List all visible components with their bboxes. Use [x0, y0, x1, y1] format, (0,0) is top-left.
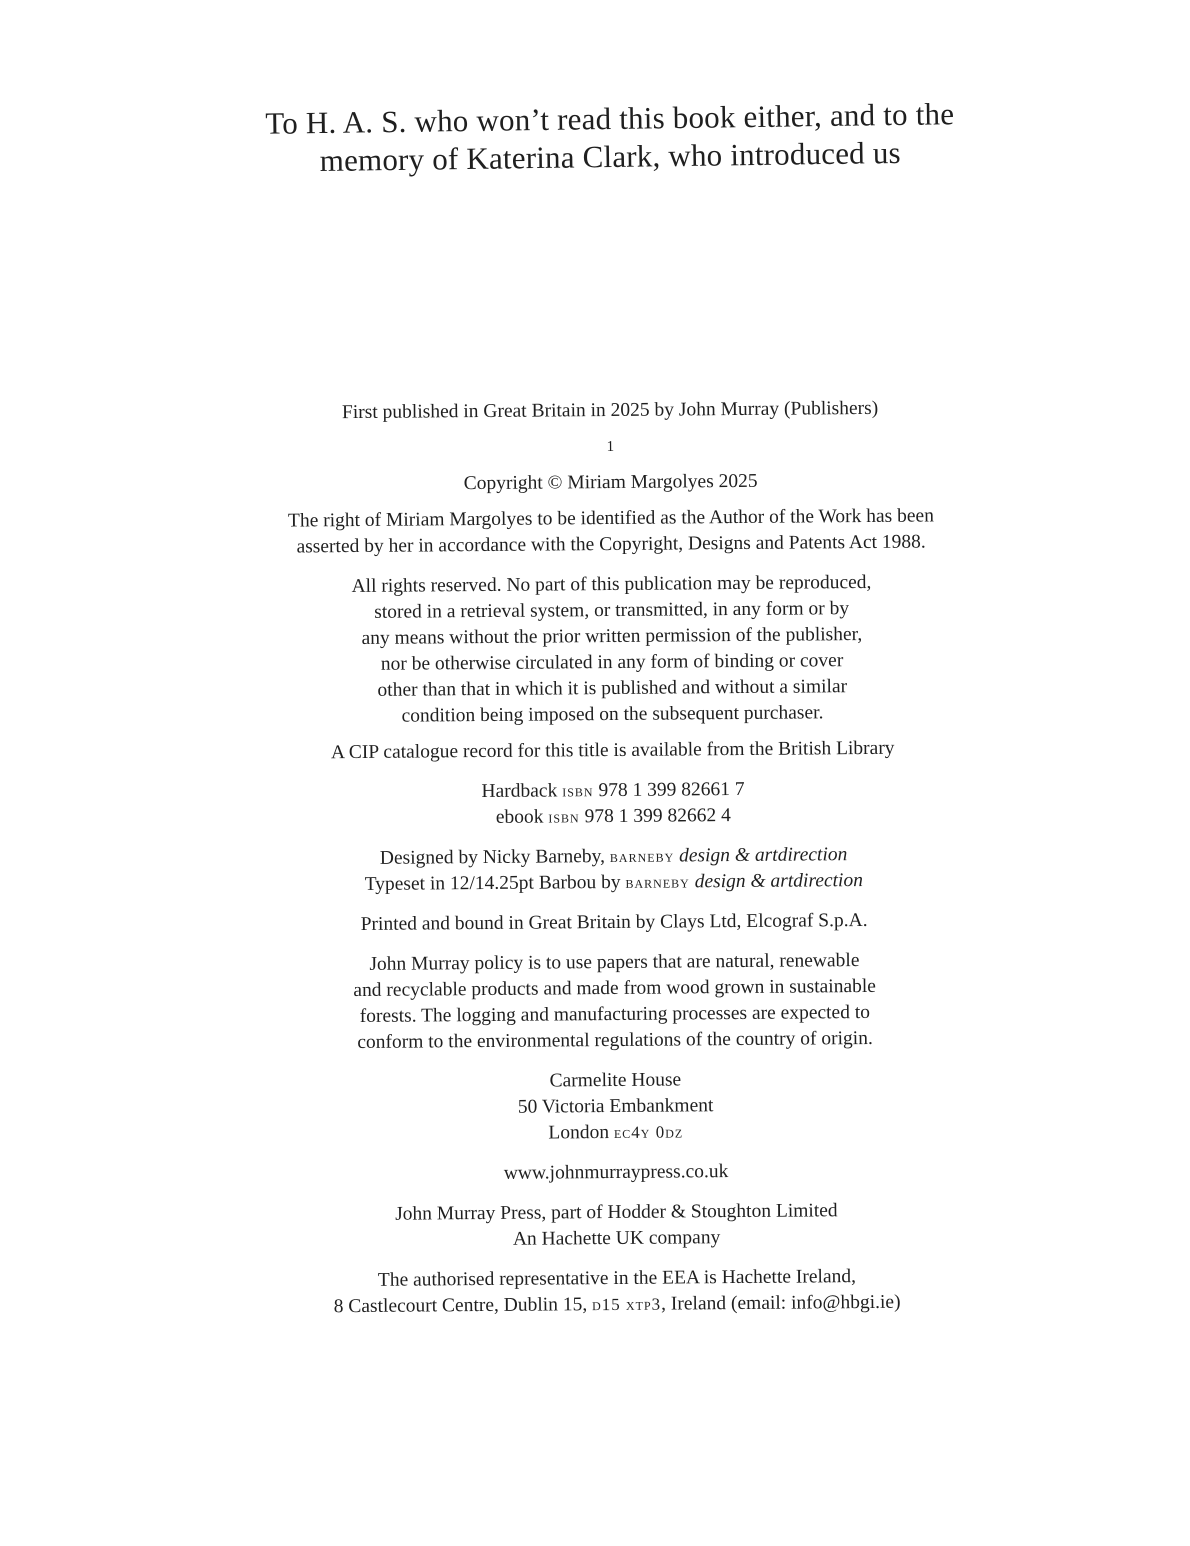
moral-right-statement [201, 503, 1021, 561]
dedication [200, 94, 1021, 181]
typeset-text: Typeset in 12/14.25pt Barbou by [364, 871, 621, 895]
eea-address: 8 Castlecourt Centre, Dublin 15, [333, 1294, 588, 1318]
address-line: 50 Victoria Embankment [517, 1095, 714, 1118]
studio-name: barneby [609, 846, 675, 867]
typeset-credit [204, 867, 1024, 899]
address-line: Carmelite House [549, 1069, 682, 1092]
first-published: First published in Great Britain in 2025 by John Murray (Publishers) [341, 397, 879, 424]
eea-address-line [207, 1289, 1027, 1321]
studio-tagline: design & artdirection [678, 844, 848, 867]
eea-line: The authorised representative in the EEA is Hachette Ireland, [377, 1266, 857, 1291]
rights-line: other than that in which it is published and without a similar [377, 676, 848, 701]
paper-policy-line: John Murray policy is to use papers that are natural, renewable [369, 950, 860, 975]
imprint-block [200, 395, 1027, 1321]
printer-credit: Printed and bound in Great Britain by Clays Ltd, Elcograf S.p.A. [360, 909, 868, 935]
eea-contact: , Ireland (email: info@hbgi.ie) [661, 1291, 901, 1315]
isbn-format: Hardback [481, 780, 558, 803]
paper-policy-line: forests. The logging and manufacturing processes are expected to [359, 1001, 871, 1027]
studio-name: barneby [625, 872, 690, 892]
isbn-number: 978 1 399 82661 7 [598, 778, 745, 802]
copyright-notice: Copyright © Miriam Margolyes 2025 [463, 470, 758, 495]
dedication-line: To H. A. S. who won’t read this book either, and to the [265, 96, 955, 141]
company-line: John Murray Press, part of Hodder & Stoughton Limited [395, 1200, 838, 1225]
studio-tagline: design & artdirection [694, 870, 864, 893]
isbn-format: ebook [495, 806, 544, 828]
rights-reserved-statement [201, 569, 1022, 731]
paper-policy-line: and recyclable products and made from wood grown in sustainable [353, 975, 876, 1002]
isbn-list [203, 775, 1023, 833]
cip-record: A CIP catalogue record for this title is available from the British Library [330, 737, 895, 764]
rights-line: nor be otherwise circulated in any form of binding or cover [380, 650, 844, 675]
eea-representative [207, 1263, 1027, 1321]
isbn-scheme: isbn [548, 807, 580, 827]
dedication-line: memory of Katerina Clark, who introduced us [319, 134, 902, 179]
rights-line: any means without the prior written permission of the publisher, [361, 624, 863, 649]
publisher-website[interactable]: www.johnmurraypress.co.uk [503, 1161, 729, 1184]
moral-right-line: The right of Miriam Margolyes to be identified as the Author of the Work has been [287, 505, 934, 532]
design-credits [204, 841, 1024, 899]
isbn-number: 978 1 399 82662 4 [584, 805, 731, 828]
designer-text: Designed by Nicky Barneby, [379, 846, 606, 869]
publisher-address [205, 1065, 1026, 1149]
eea-eircode: d15 xtp3 [591, 1294, 662, 1315]
rights-line: stored in a retrieval system, or transmitted, in any form or by [374, 598, 850, 623]
paper-policy [204, 947, 1025, 1057]
address-city: London [548, 1122, 610, 1144]
rights-line: condition being imposed on the subsequent purchaser. [401, 702, 824, 727]
address-city-line [206, 1117, 1026, 1149]
rights-line: All rights reserved. No part of this publication may be reproduced, [351, 571, 872, 598]
print-number: 1 [606, 438, 615, 456]
company-line: An Hachette UK company [512, 1227, 721, 1250]
company-info [206, 1197, 1026, 1255]
isbn-ebook [203, 801, 1023, 833]
moral-right-line: asserted by her in accordance with the Copyright, Designs and Patents Act 1988. [296, 531, 926, 558]
paper-policy-line: conform to the environmental regulations of the country of origin. [357, 1027, 873, 1054]
address-postcode: ec4y 0dz [613, 1122, 684, 1142]
isbn-scheme: isbn [562, 781, 594, 801]
